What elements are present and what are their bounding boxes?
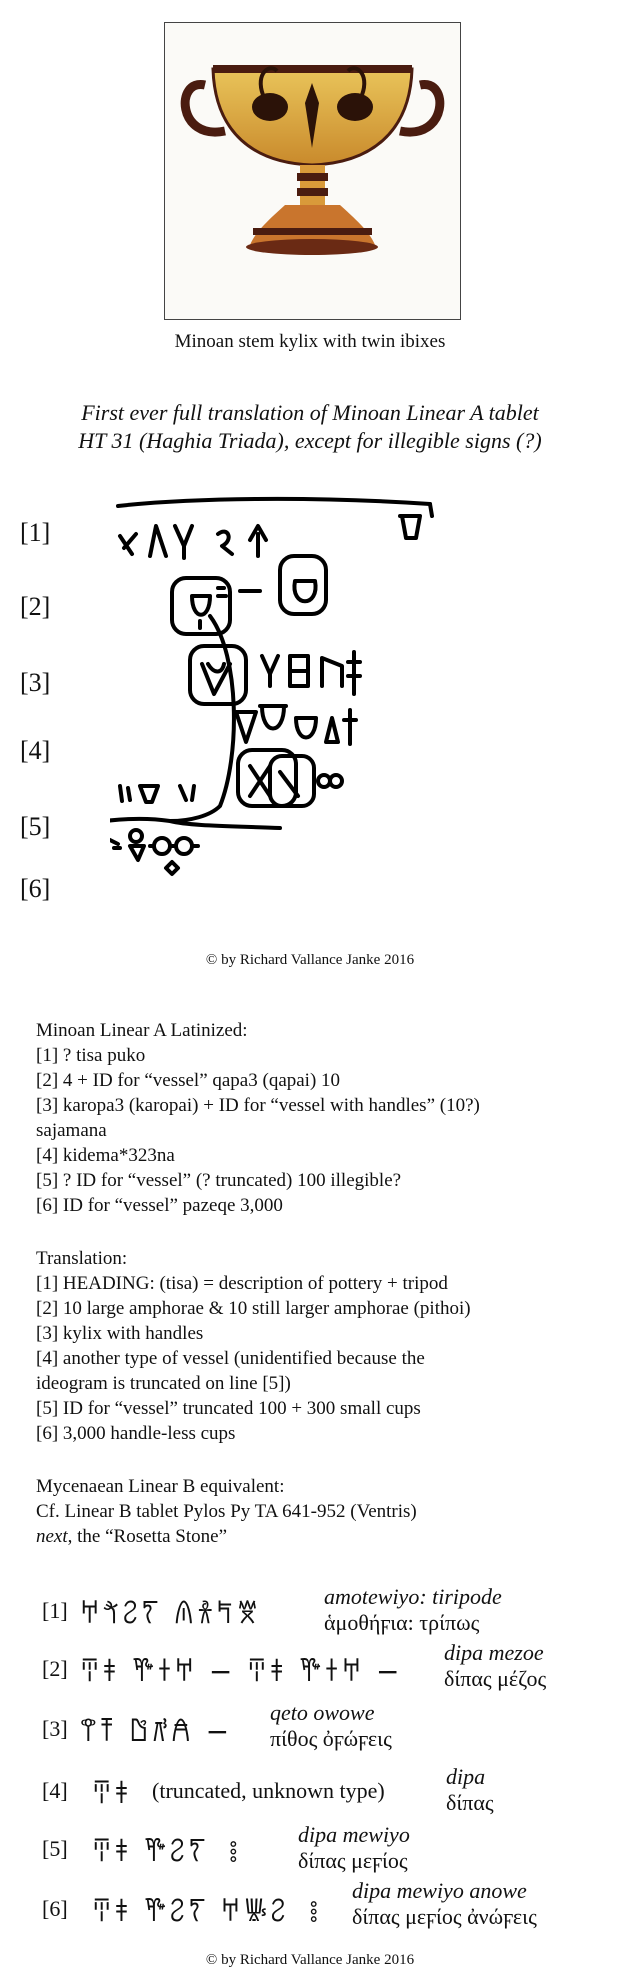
tablet-line-label-2: [2] [20, 592, 51, 621]
lb-row-glyphs-2: 𐀇𐀞 𐀕𐀫𐀀 − 𐀇𐀞 𐀕𐀫𐀀 − [80, 1655, 403, 1688]
intro-line-2: HT 31 (Haghia Triada), except for illegible signs (?) [78, 428, 542, 453]
lb-row-num-3: [3] [42, 1716, 68, 1741]
lb-row-greek-2: δίπας μέζος [444, 1666, 547, 1691]
intro-heading [0, 399, 620, 455]
lb-row-translit-5: dipa mewiyo [298, 1822, 410, 1847]
lb-row-glyphs-1: 𐀀𐀗𐀸𐀍 𐀴𐀪𐀡𐀆 [80, 1597, 262, 1630]
translation-line: [6] 3,000 handle-less cups [36, 1423, 236, 1444]
lb-row-glyphs-5: 𐀇𐀞 𐀕𐀸𐀍 𐄛 [92, 1835, 249, 1868]
lb-row-glyphs-4: 𐀇𐀞 [92, 1777, 132, 1810]
lb-row-num-5: [5] [42, 1836, 68, 1861]
intro-line-1: First ever full translation of Minoan Linear A tablet [81, 400, 539, 425]
translation-section [36, 1246, 471, 1446]
latinized-line: [1] ? tisa puko [36, 1045, 146, 1066]
mycenaean-next: next [36, 1526, 68, 1547]
latinized-line: [3] karopa3 (karopai) + ID for “vessel with handles” (10?) [36, 1095, 480, 1116]
kylix-illustration [165, 23, 460, 319]
translation-line: [1] HEADING: (tisa) = description of pottery + tripod [36, 1273, 448, 1294]
lb-row-translit-1: amotewiyo: tiripode [324, 1584, 502, 1609]
latinized-heading: Minoan Linear A Latinized: [36, 1020, 248, 1041]
lb-row-translit-4: dipa [446, 1764, 486, 1789]
lb-row-num-4: [4] [42, 1778, 68, 1803]
tablet-line-label-6: [6] [20, 874, 51, 903]
translation-line: ideogram is truncated on line [5]) [36, 1373, 291, 1394]
photo-caption: Minoan stem kylix with twin ibixes [174, 331, 446, 352]
latinized-line: [5] ? ID for “vessel” (? truncated) 100 illegible? [36, 1170, 402, 1191]
latinized-line: [6] ID for “vessel” pazeqe 3,000 [36, 1195, 283, 1216]
lb-row-num-1: [1] [42, 1598, 68, 1623]
lb-row-greek-4: δίπας [446, 1790, 494, 1815]
lb-row-glyphs-6: 𐀇𐀞 𐀕𐀸𐀍 𐀀𐀜𐀸 𐄛 [92, 1895, 330, 1928]
tablet-line-label-5: [5] [20, 812, 51, 841]
lb-row-translit-2: dipa mezoe [444, 1640, 544, 1665]
lb-row-translit-3: qeto owowe [270, 1700, 375, 1725]
mycenaean-heading: Mycenaean Linear B equivalent: [36, 1476, 285, 1497]
tablet-line-label-1: [1] [20, 518, 51, 547]
latinized-line: [2] 4 + ID for “vessel” qapa3 (qapai) 10 [36, 1070, 341, 1091]
latinized-section [36, 1018, 480, 1218]
lb-row-num-2: [2] [42, 1656, 68, 1681]
tablet-line-label-4: [4] [20, 736, 51, 765]
kylix-photo [164, 22, 461, 320]
lb-row-greek-6: δίπας μεϝίος ἀνώϝεις [352, 1904, 537, 1929]
lb-row-glyphs-3: 𐀣𐀵 𐀃𐀺𐀁 − [80, 1715, 233, 1748]
mycenaean-section [36, 1474, 417, 1549]
lb-row-note-4: (truncated, unknown type) [152, 1778, 385, 1803]
translation-line: [4] another type of vessel (unidentified because the [36, 1348, 425, 1369]
linear-a-tablet-drawing [110, 496, 460, 936]
tablet-copyright: © by Richard Vallance Janke 2016 [205, 952, 415, 968]
latinized-line: sajamana [36, 1120, 107, 1141]
lb-row-greek-1: ἁμοθήϝια: τρίπως [324, 1610, 480, 1635]
translation-line: [3] kylix with handles [36, 1323, 204, 1344]
linear-b-copyright: © by Richard Vallance Janke 2016 [205, 1952, 415, 1968]
tablet-line-label-3: [3] [20, 668, 51, 697]
mycenaean-rosetta: , the “Rosetta Stone” [67, 1526, 228, 1547]
mycenaean-line-1: Cf. Linear B tablet Pylos Py TA 641-952 (Ventris) [36, 1501, 417, 1522]
lb-row-translit-6: dipa mewiyo anowe [352, 1878, 527, 1903]
translation-line: [2] 10 large amphorae & 10 still larger amphorae (pithoi) [36, 1298, 471, 1319]
translation-line: [5] ID for “vessel” truncated 100 + 300 small cups [36, 1398, 421, 1419]
lb-row-num-6: [6] [42, 1896, 68, 1921]
translation-heading: Translation: [36, 1248, 128, 1269]
mycenaean-line-2 [36, 1524, 417, 1549]
lb-row-greek-5: δίπας μεϝίος [298, 1848, 408, 1873]
latinized-line: [4] kidema*323na [36, 1145, 175, 1166]
lb-row-greek-3: πίθος ὀϝώϝεις [270, 1726, 392, 1751]
